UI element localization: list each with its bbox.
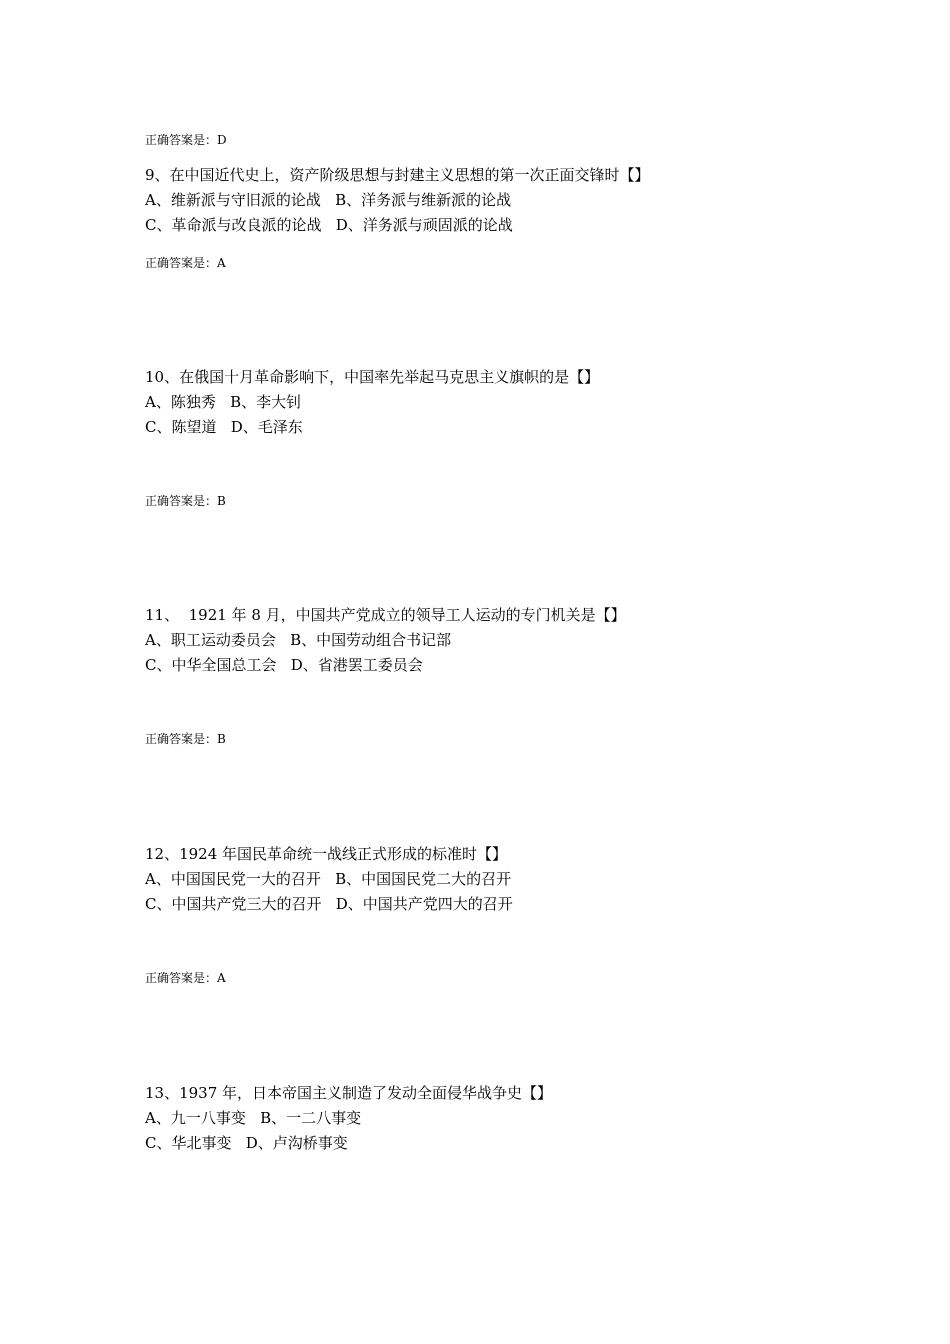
question-9-options-ab: A、维新派与守旧派的论战 B、洋务派与维新派的论战	[145, 191, 512, 209]
question-12-options-ab: A、中国国民党一大的召开 B、中国国民党二大的召开	[145, 870, 512, 888]
question-10-options-ab: A、陈独秀 B、李大钊	[145, 393, 302, 411]
correct-answer-8: 正确答案是：D	[145, 133, 227, 147]
question-13-options-cd: C、华北事变 D、卢沟桥事变	[145, 1134, 348, 1152]
question-9-options-cd: C、革命派与改良派的论战 D、洋务派与顽固派的论战	[145, 216, 513, 234]
question-9-text: 9、在中国近代史上，资产阶级思想与封建主义思想的第一次正面交锋时【】	[145, 166, 650, 184]
question-13-options-ab: A、九一八事变 B、一二八事变	[145, 1109, 362, 1127]
question-12-options-cd: C、中国共产党三大的召开 D、中国共产党四大的召开	[145, 895, 513, 913]
question-11-options-cd: C、中华全国总工会 D、省港罢工委员会	[145, 656, 423, 674]
question-10-text: 10、在俄国十月革命影响下，中国率先举起马克思主义旗帜的是【】	[145, 368, 600, 386]
question-10-options-cd: C、陈望道 D、毛泽东	[145, 418, 303, 436]
correct-answer-9: 正确答案是：A	[145, 256, 226, 270]
correct-answer-10: 正确答案是：B	[145, 494, 226, 508]
correct-answer-11: 正确答案是：B	[145, 732, 226, 746]
question-11-options-ab: A、职工运动委员会 B、中国劳动组合书记部	[145, 631, 452, 649]
correct-answer-12: 正确答案是：A	[145, 971, 226, 985]
question-11-text: 11、 1921 年 8 月，中国共产党成立的领导工人运动的专门机关是【】	[145, 606, 626, 624]
question-13-text: 13、1937 年，日本帝国主义制造了发动全面侵华战争史【】	[145, 1084, 553, 1102]
question-12-text: 12、1924 年国民革命统一战线正式形成的标准时【】	[145, 845, 508, 863]
